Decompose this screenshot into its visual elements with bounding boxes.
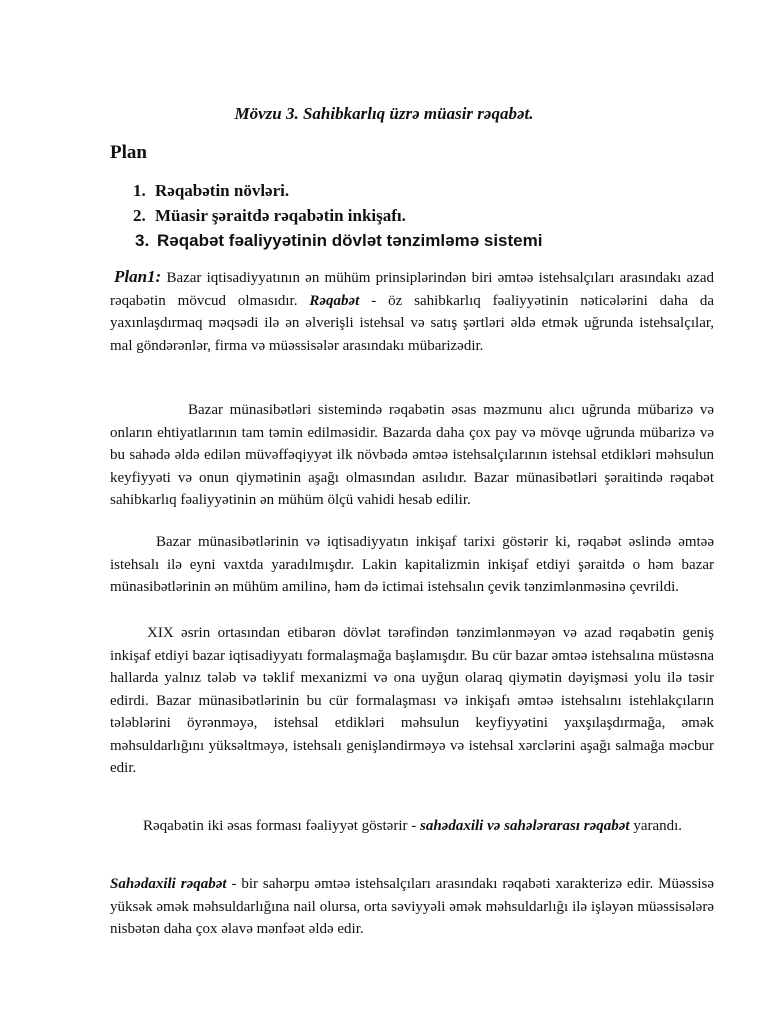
plan1-label: Plan1: bbox=[114, 267, 162, 286]
plan-heading: Plan bbox=[110, 142, 147, 163]
paragraph-5 bbox=[110, 815, 714, 838]
paragraph-text: yarandı. bbox=[629, 818, 683, 834]
paragraph-text: XIX əsrin ortasından etibarən dövlət tərəfindən tənzimlənməyən və azad rəqabətin geniş inkişaf etdiyi bazar iqtisadiyyatı formalaşmağa başlamışdır. Bu cür bazar əmtəə istehsalına müstəsna hallarda yalnız tələb və təklif mexanizmi və ona uyğun olaraq qiymətin dəyişməsi yolu ilə təsir edirdi. Bazar münasibətlərinin bu cür formalaşması və inkişafı əmtəə istehsalını istehlakçıların tələblərini öyrənməyə, istehsal etdikləri məhsulun keyfiyyətini yaxşılaşdırmağa, əmək məhsuldarlığını yüksəltməyə, istehsalı genişləndirməyə və istehsal xərclərini aşağı salmağa məcbur edir. bbox=[110, 625, 714, 776]
plan-item-number: 2. bbox=[133, 206, 146, 225]
document-title: Mövzu 3. Sahibkarlıq üzrə müasir rəqabət. bbox=[234, 104, 534, 123]
paragraph-plan1 bbox=[110, 266, 714, 357]
plan-item bbox=[133, 203, 542, 228]
plan-item bbox=[133, 178, 542, 203]
term-reqabet: Rəqabət bbox=[309, 292, 360, 309]
plan-item bbox=[135, 228, 542, 253]
paragraph-text: - bir sahərpu əmtəə istehsalçıları arasındakı rəqabəti xarakterizə edir. Müəssisə yüksək əmək məhsuldarlığına nail olursa, orta səviyyəli əmək məhsuldarlığı ilə işləyən müəssisələrə nisbətən daha çox əlavə mənfəət əldə edir. bbox=[110, 876, 714, 937]
paragraph-3 bbox=[110, 531, 714, 599]
plan-item-number: 3. bbox=[135, 231, 150, 250]
plan-list bbox=[133, 178, 542, 253]
plan-item-text: Müasir şəraitdə rəqabətin inkişafı. bbox=[155, 206, 406, 225]
paragraph-text: Bazar münasibətlərinin və iqtisadiyyatın inkişaf tarixi göstərir ki, rəqabət əslində əmtəə istehsalı ilə eyni vaxtda yaradılmışdır. Lakin kapitalizmin inkişaf etdiyi şəraitdə o həm bazar münasibətlərinin ən mühüm amilinə, həm də ictimai istehsalın çevik tənzimlənməsinə çevrildi. bbox=[110, 534, 714, 595]
term-sahedaxili: Sahədaxili rəqabət bbox=[110, 876, 227, 892]
paragraph-text: - öz sahibkarlıq fəaliyyətinin nəticələrini daha da yaxınlaşdırmaq məqsədi ilə ən əlverişli istehsal və satış şərtləri əldə etmək uğrunda istehsalçılar, mal göndərənlər, firma və müəssisələr arasındakı mübarizədir. bbox=[110, 292, 715, 354]
paragraph-4 bbox=[110, 622, 714, 780]
paragraph-text: Bazar iqtisadiyyatının ən mühüm prinsiplərindən biri əmtəə istehsalçıları arasındakı azad rəqabətin mövcud olmasıdır. bbox=[110, 270, 714, 309]
plan-item-text: Rəqabətin növləri. bbox=[155, 181, 290, 200]
paragraph-6 bbox=[110, 873, 714, 941]
paragraph-2 bbox=[110, 399, 714, 512]
paragraph-text: Bazar münasibətləri sistemində rəqabətin əsas məzmunu alıcı uğrunda mübarizə və onların ehtiyatlarının tam təmin edilməsidir. Bazarda daha çox pay və mövqe uğrunda mübarizə və bu sahədə əldə edilən müvəffəqiyyət ilk növbədə əmtəə istehsalçılarının istehsal etdikləri məhsulun keyfiyyəti və onun qiymətinin aşağı olmasından asılıdır. Bazar münasibətləri şəraitində rəqabət sahibkarlıq fəaliyyətinin ən mühüm ölçü vahidi hesab edilir. bbox=[110, 402, 714, 508]
plan-item-text: Rəqabət fəaliyyətinin dövlət tənzimləmə sistemi bbox=[157, 231, 543, 250]
plan-item-number: 1. bbox=[133, 181, 146, 200]
term-competition-forms: sahədaxili və sahələrarası rəqabət bbox=[420, 818, 630, 834]
paragraph-text: Rəqabətin iki əsas forması fəaliyyət göstərir - bbox=[143, 818, 420, 834]
